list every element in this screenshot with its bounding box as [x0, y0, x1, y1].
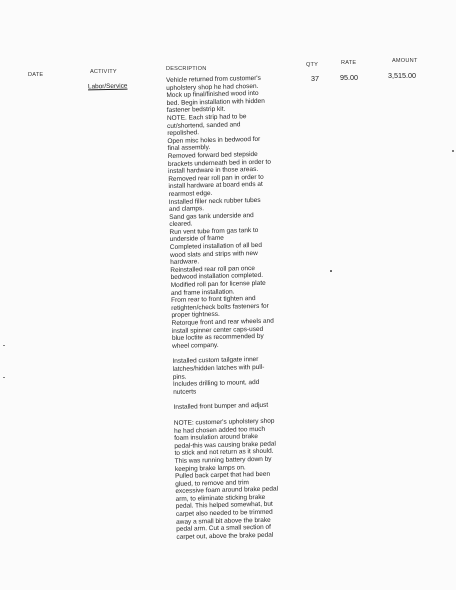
description-line: carpet also needed to be trimmed	[175, 508, 273, 518]
scan-speck	[3, 345, 5, 346]
description-line: repolished.	[167, 129, 200, 138]
description-line: upholstery shop he had chosen.	[166, 82, 259, 92]
description-line: install spinner center caps-used	[171, 325, 264, 335]
description-line: cut/shortend, sanded and	[167, 120, 241, 130]
description-line: cleared.	[169, 220, 193, 229]
description-text	[166, 73, 346, 541]
description-line: carpet out, above the brake pedal	[176, 531, 274, 541]
description-line: proper tightness.	[171, 311, 220, 320]
description-line: Vehicle returned from customer's	[166, 74, 261, 84]
scan-speck	[330, 270, 332, 272]
description-line: Removed forward bed stepside	[167, 150, 258, 160]
description-line: install hardware in those areas.	[168, 166, 259, 176]
amount-column-header: AMOUNT	[392, 58, 418, 64]
description-line: Pulled back carpet that had been	[174, 470, 271, 480]
description-line: hardware.	[170, 258, 200, 267]
description-line: blue loctite as recommended by	[171, 333, 264, 343]
description-line: pedal arm. Cut a small section of	[176, 523, 271, 534]
qty-column-header: QTY	[306, 62, 319, 68]
description-line: Installed custom tailgate inner	[172, 356, 259, 366]
description-line: bed. Begin installation with hidden	[166, 97, 265, 107]
description-line: pins.	[172, 373, 187, 381]
description-line: Run vent tube from gas tank to	[169, 226, 259, 236]
description-line: Removed rear roll pan in order to	[168, 173, 264, 183]
description-line: install hardware at board ends at	[168, 181, 263, 191]
rate-value: 95.00	[340, 73, 358, 82]
rate-column-header: RATE	[341, 60, 357, 66]
description-line: Retorque front and rear wheels and	[171, 317, 274, 327]
description-line: excessive foam around brake pedal	[175, 485, 279, 496]
description-line: wheel company.	[172, 341, 219, 350]
scan-speck	[3, 377, 5, 378]
description-line: foam insulation around brake	[174, 433, 259, 443]
description-line: Includes drilling to mount, add	[172, 379, 260, 389]
description-line: Installed filler neck rubber tubes	[168, 196, 261, 206]
description-line: wood slats and strips with new	[169, 249, 258, 259]
description-line: This was running battery down by	[174, 455, 272, 465]
description-line: keeping brake lamps on.	[174, 463, 246, 473]
qty-value: 37	[311, 74, 319, 83]
description-line: underside of frame	[169, 235, 224, 244]
description-line: rearmost edge.	[168, 189, 213, 198]
description-line: pedal. This helped somewhat, but	[175, 501, 273, 511]
description-line: Reinstalled rear roll pan once	[170, 264, 256, 274]
description-line: Installed front bumper and adjust	[173, 402, 269, 412]
description-line: brackets underneath bed in order to	[167, 158, 272, 168]
activity-column-header: ACTIVITY	[90, 69, 117, 75]
description-line: nutcerts	[173, 388, 197, 396]
amount-value: 3,515.00	[388, 71, 416, 80]
description-line: NOTE. Each strip had to be	[166, 113, 247, 122]
description-line: Mock up final/finished wood into	[166, 90, 259, 100]
description-line: glued, to remove and trim	[175, 478, 250, 488]
description-line: Modified roll pan for license plate	[170, 279, 266, 289]
description-line: bedwood installation completed.	[170, 272, 264, 282]
description-line: to stick and not return as it should.	[174, 447, 274, 458]
description-line: fastener bedstrip kit.	[166, 106, 226, 115]
description-line: he had chosen added too much	[173, 425, 266, 435]
date-column-header: DATE	[28, 72, 44, 78]
description-line: away a small bit above the brake	[176, 516, 271, 526]
description-line: and frame installation.	[170, 288, 235, 297]
description-line: Open misc holes in bedwood for	[167, 135, 261, 145]
description-line: and clamps.	[168, 205, 205, 214]
description-line: retighten/check bolts fasteners for	[171, 302, 269, 312]
activity-value: Labor/Service	[87, 82, 128, 91]
description-line: pedal-this was causing brake pedal	[174, 440, 276, 450]
description-line: Completed installation of all bed	[169, 241, 263, 252]
description-line: Sand gas tank underside and	[169, 211, 254, 221]
description-line: From rear to front tighten and	[170, 295, 256, 305]
description-column-header: DESCRIPTION	[166, 66, 207, 72]
description-line: latches/hidden latches with pull-	[172, 363, 265, 373]
description-line: NOTE: customer's upholstery shop	[173, 417, 275, 427]
description-line: final assembly.	[167, 144, 211, 153]
scan-speck	[452, 150, 454, 152]
description-line: arm, to eliminate sticking brake	[175, 493, 266, 503]
